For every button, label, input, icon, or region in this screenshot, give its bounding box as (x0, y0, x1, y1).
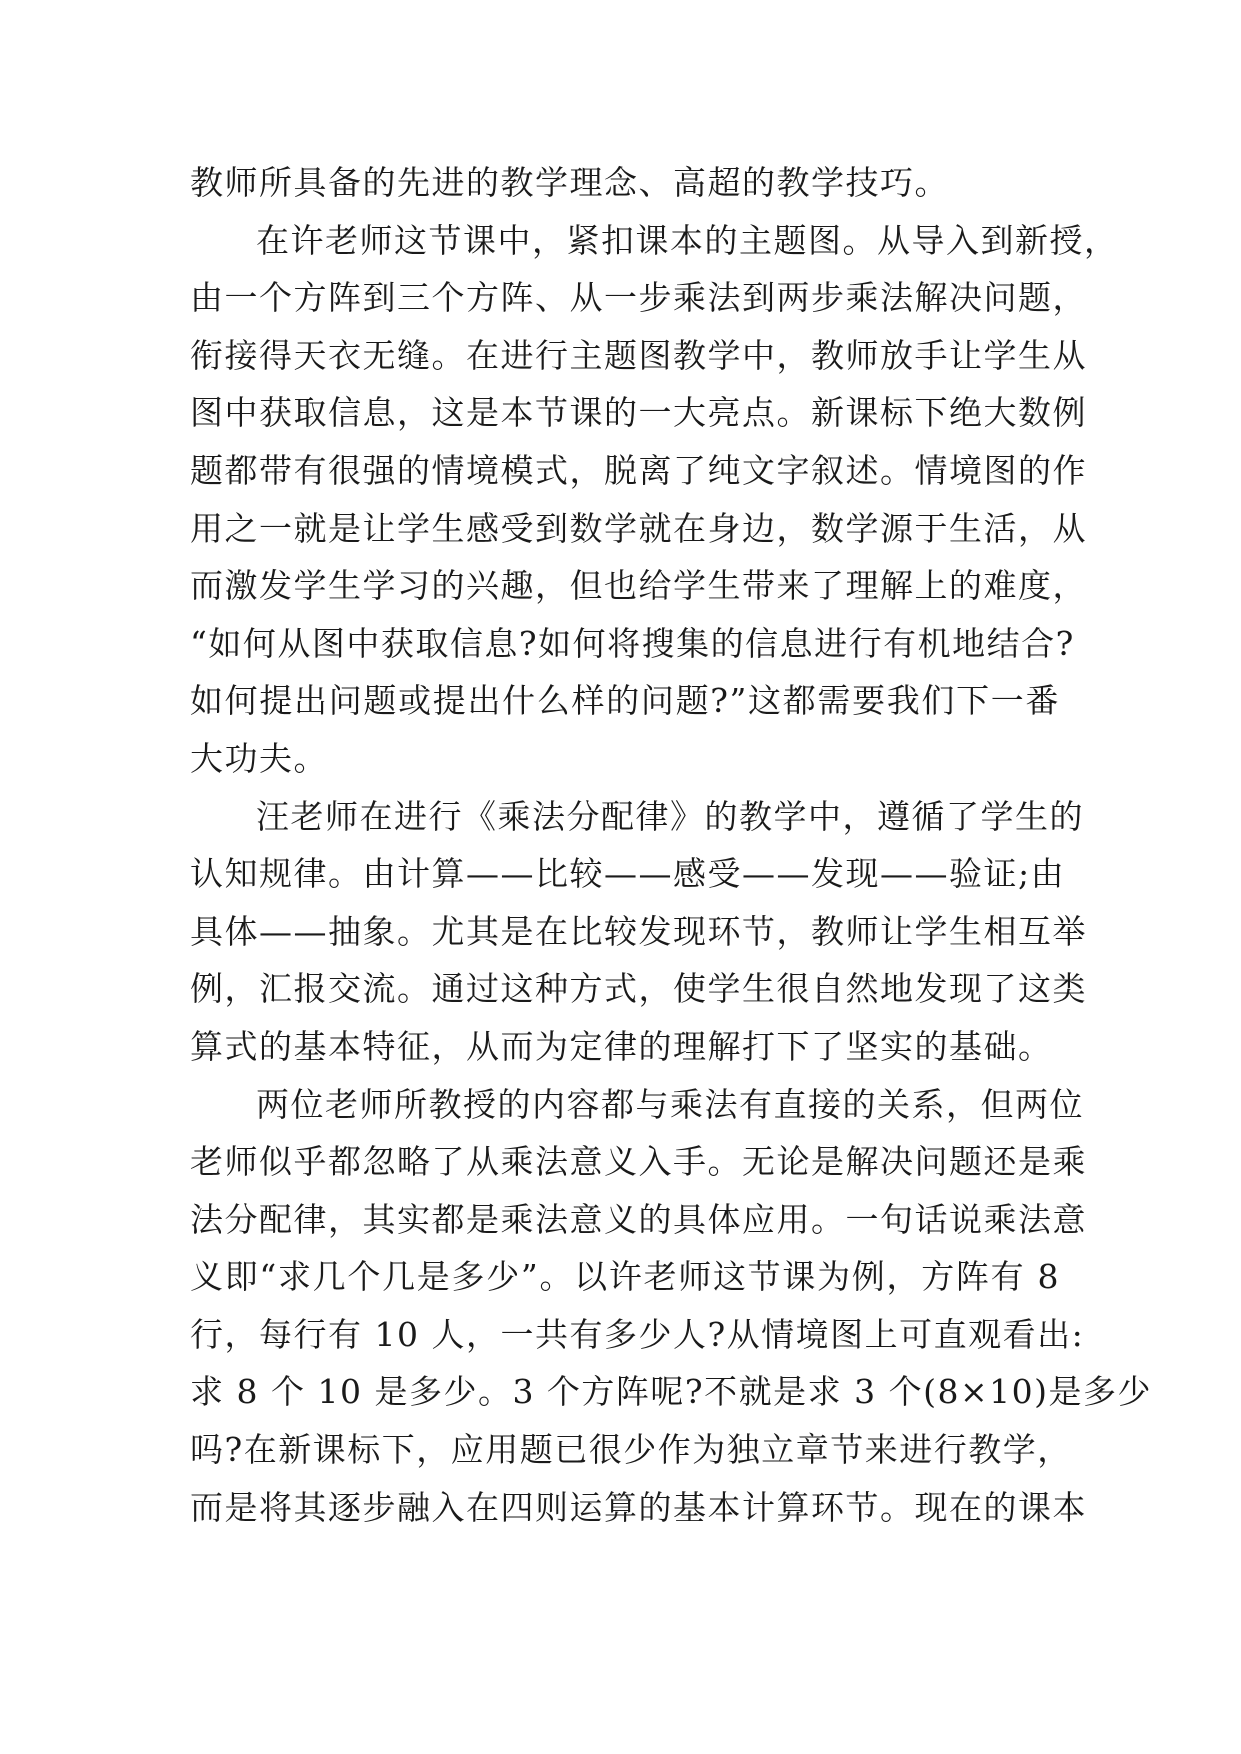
paragraph-first-line: 在许老师这节课中，紧扣课本的主题图。从导入到新授， (256, 220, 1119, 260)
text-line: 衔接得天衣无缝。在进行主题图教学中，教师放手让学生从 (190, 335, 1087, 375)
text-line: 算式的基本特征，从而为定律的理解打下了坚实的基础。 (190, 1026, 1053, 1066)
text-line: 吗?在新课标下，应用题已很少作为独立章节来进行教学， (190, 1430, 1072, 1470)
text-line: 题都带有很强的情境模式，脱离了纯文字叙述。情境图的作 (190, 450, 1087, 490)
text-line: 认知规律。由计算——比较——感受——发现——验证;由 (190, 854, 1066, 894)
text-line: “如何从图中获取信息?如何将搜集的信息进行有机地结合? (190, 623, 1075, 663)
text-line: 例，汇报交流。通过这种方式，使学生很自然地发现了这类 (190, 969, 1087, 1009)
text-line: 由一个方阵到三个方阵、从一步乘法到两步乘法解决问题， (190, 278, 1087, 318)
text-line: 而是将其逐步融入在四则运算的基本计算环节。现在的课本 (190, 1487, 1087, 1527)
text-line: 用之一就是让学生感受到数学就在身边，数学源于生活，从 (190, 508, 1087, 548)
text-line: 而激发学生学习的兴趣，但也给学生带来了理解上的难度， (190, 566, 1087, 606)
text-line: 教师所具备的先进的教学理念、高超的教学技巧。 (190, 163, 949, 202)
body-text (190, 154, 1152, 1536)
text-line: 求 8 个 10 是多少。3 个方阵呢?不就是求 3 个(8×10)是多少 (190, 1372, 1152, 1412)
text-line: 图中获取信息，这是本节课的一大亮点。新课标下绝大数例 (190, 393, 1087, 433)
text-line: 具体——抽象。尤其是在比较发现环节，教师让学生相互举 (190, 911, 1087, 951)
text-line: 行，每行有 10 人，一共有多少人?从情境图上可直观看出: (190, 1314, 1085, 1354)
text-line: 大功夫。 (190, 738, 328, 778)
text-line: 如何提出问题或提出什么样的问题?”这都需要我们下一番 (190, 681, 1060, 721)
text-line: 义即“求几个几是多少”。以许老师这节课为例，方阵有 8 (190, 1257, 1060, 1297)
paragraph-first-line: 汪老师在进行《乘法分配律》的教学中，遵循了学生的 (256, 796, 1084, 836)
paragraph-first-line: 两位老师所教授的内容都与乘法有直接的关系，但两位 (256, 1084, 1084, 1124)
text-line: 老师似乎都忽略了从乘法意义入手。无论是解决问题还是乘 (190, 1142, 1087, 1182)
text-line: 法分配律，其实都是乘法意义的具体应用。一句话说乘法意 (190, 1199, 1087, 1239)
